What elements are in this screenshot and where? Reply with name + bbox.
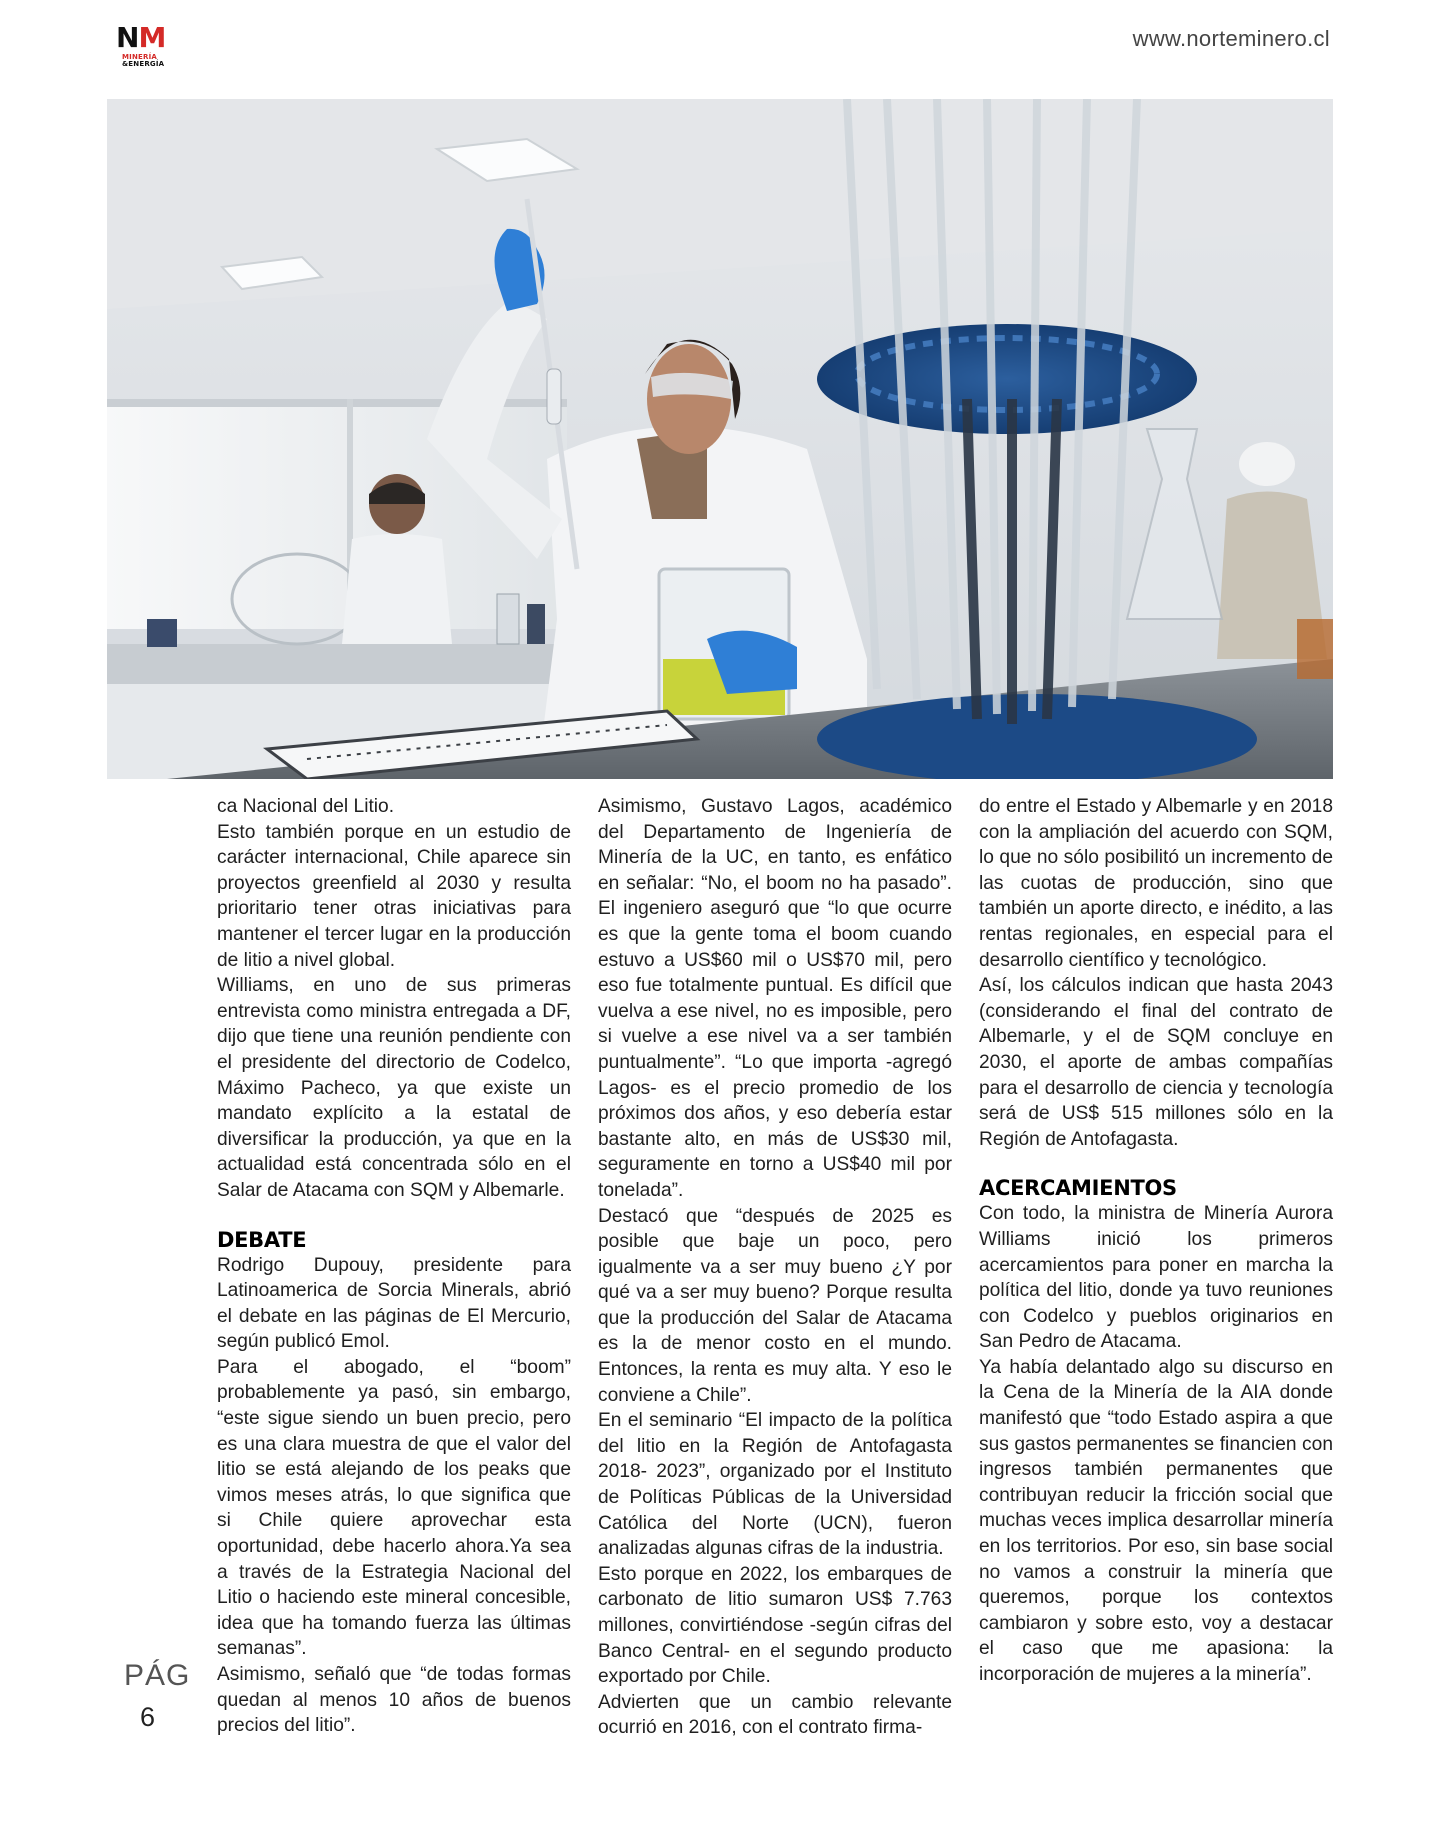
norteminero-logo[interactable]: [116, 21, 186, 68]
article-column-2: [598, 794, 952, 1741]
paragraph: Williams, en uno de sus primeras entrevista como ministra entregada a DF, dijo que tiene una reunión pendiente con el presidente del directorio de Codelco, Máximo Pacheco, ya que existe un mandato explícito a la estatal de diversificar la producción, ya que en la actualidad está concentrada sólo en el Salar de Atacama con SQM y Albemarle.: [217, 975, 571, 1201]
paragraph: Asimismo, Gustavo Lagos, académico del Departamento de Ingeniería de Minería de la UC, en tanto, es enfático en señalar: “No, el boom no ha pasado”. El ingeniero aseguró que “lo que ocurre es que la gente toma el boom cuando estuvo a US$60 mil o US$70 mil, pero eso fue totalmente puntual. Es difícil que vuelva a ese nivel, no es imposible, pero si vuelve a ese nivel va a ser también puntualmente”. “Lo que importa -agregó Lagos- es el precio promedio de los próximos dos años, y eso debería estar bastante alto, en más de US$30 mil, seguramente en torno a US$40 mil por tonelada”.: [598, 796, 952, 1201]
article-column-1: [217, 794, 571, 1739]
logo-subtitle-energia: &ENERGÍA: [122, 60, 165, 68]
logo-mark: [116, 21, 166, 54]
paragraph: Asimismo, señaló que “de todas formas quedan al menos 10 años de buenos precios del litio”.: [217, 1664, 571, 1737]
paragraph: Rodrigo Dupouy, presidente para Latinoamerica de Sorcia Minerals, abrió el debate en las páginas de El Mercurio, según publicó Emol.: [217, 1254, 571, 1353]
logo-subtitle-mineria: MINERÍA: [122, 53, 158, 61]
page-number: 6: [140, 1702, 156, 1732]
section-heading-acercamientos: ACERCAMIENTOS: [979, 1176, 1177, 1201]
paragraph: ca Nacional del Litio.: [217, 796, 395, 817]
page-label: PÁG: [124, 1659, 191, 1692]
lab-photo-illustration: [107, 99, 1333, 779]
paragraph: Para el abogado, el “boom” probablemente ya pasó, sin embargo, “este sigue siendo un buen precio, pero es una clara muestra de que el valor del litio se está alejando de los peaks que vimos meses atrás, lo que significa que si Chile quiere aprovechar esta oportunidad, debe hacerlo ahora.Ya sea a través de la Estrategia Nacional del Litio o haciendo este mineral concesible, idea que ha tomando fuerza las últimas semanas”.: [217, 1356, 571, 1660]
paragraph: Destacó que “después de 2025 es posible que baje un poco, pero igualmente va a ser muy bueno ¿Y por qué va a ser muy bueno? Porque resulta que la producción del Salar de Atacama es la de menor costo en el mundo. Entonces, la renta es muy alta. Y eso le conviene a Chile”.: [598, 1205, 952, 1406]
paragraph: Así, los cálculos indican que hasta 2043 (considerando el final del contrato de Albemarle, y el de SQM concluye en 2030, el aporte de ambas compañías para el desarrollo de ciencia y tecnología será de US$ 515 millones sólo en la Región de Antofagasta.: [979, 975, 1333, 1150]
paragraph: Con todo, la ministra de Minería Aurora Williams inició los primeros acercamientos para poner en marcha la política del litio, donde ya tuvo reuniones con Codelco y pueblos originarios en San Pedro de Atacama.: [979, 1203, 1333, 1353]
site-url[interactable]: www.norteminero.cl: [1132, 26, 1330, 51]
paragraph: Ya había delantado algo su discurso en la Cena de la Minería de la AIA donde manifestó que “todo Estado aspira a que sus gastos permanentes se financien con ingresos también permanentes que contribuyan reducir la fricción social que muchas veces implica desarrollar minería en los territorios. Por eso, sin base social no vamos a construir la minería que queremos, porque los contextos cambiaron y sobre esto, voy a destacar el caso que me apasiona: la incorporación de mujeres a la minería”.: [979, 1356, 1333, 1685]
paragraph: Esto también porque en un estudio de carácter internacional, Chile aparece sin proyectos greenfield al 2030 y resulta prioritario tener otras iniciativas para mantener el tercer lugar en la producción de litio a nivel global.: [217, 821, 571, 971]
section-heading-debate: DEBATE: [217, 1227, 307, 1252]
paragraph: Advierten que un cambio relevante ocurrió en 2016, con el contrato firma-: [598, 1691, 952, 1739]
paragraph: En el seminario “El impacto de la política del litio en la Región de Antofagasta 2018- 2023”, organizado por el Instituto de Políticas Públicas de la Universidad Católica del Norte (UCN), fueron analizadas algunas cifras de la industria.: [598, 1410, 952, 1560]
lab-scientist-photo: [107, 99, 1333, 779]
logo-letter-m: M: [138, 21, 166, 54]
paragraph: do entre el Estado y Albemarle y en 2018 con la ampliación del acuerdo con SQM, lo que no sólo posibilitó un incremento de las cuotas de producción, sino que también un aporte directo, e inédito, a las rentas regionales, en especial para el desarrollo científico y tecnológico.: [979, 796, 1333, 971]
paragraph: Esto porque en 2022, los embarques de carbonato de litio sumaron US$ 7.763 millones, convirtiéndose -según cifras del Banco Central- en el segundo producto exportado por Chile.: [598, 1563, 952, 1688]
logo-letter-n: N: [116, 21, 139, 54]
article-column-3: [979, 794, 1333, 1688]
